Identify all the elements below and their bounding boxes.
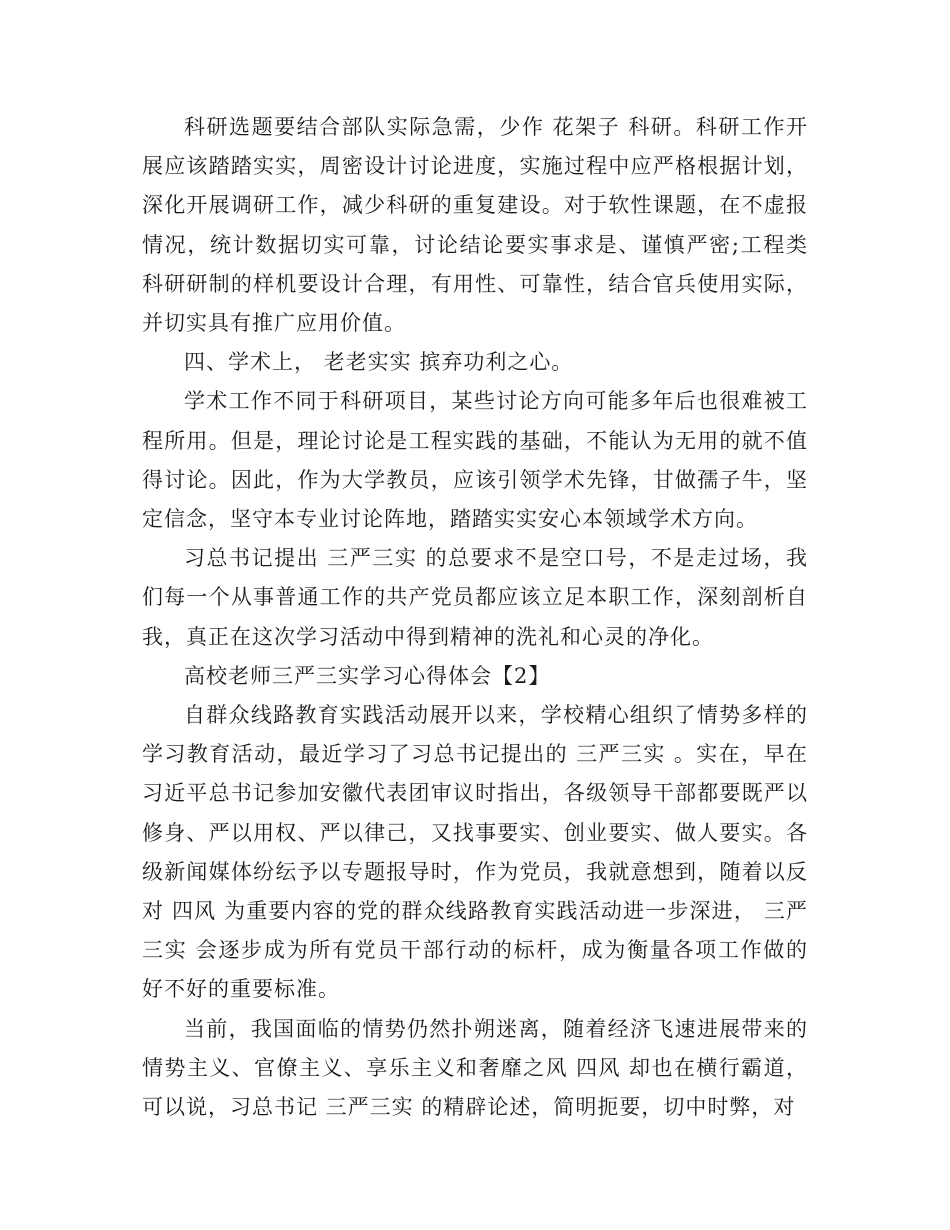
document-body xyxy=(142,108,808,1127)
paragraph-mass-line-campaign: 自群众线路教育实践活动展开以来，学校精心组织了情势多样的学习教育活动，最近学习了习总书记提出的 三严三实 。实在，早在习近平总书记参加安徽代表团审议时指出，各级领导干部都要既严以修身、严以用权、严以律己，又找事要实、创业要实、做人要实。各级新闻媒体纷纭予以专题报导时，作为党员，我就意想到，随着以反对 四风 为重要内容的党的群众线路教育实践活动进一步深进， 三严三实 会逐步成为所有党员干部行动的标杆，成为衡量各项工作做的好不好的重要标准。 xyxy=(142,703,808,1002)
section-heading-academic: 四、学术上， 老老实实 摈弃功利之心。 xyxy=(184,350,574,375)
paragraph-three-stricts-summary: 习总书记提出 三严三实 的总要求不是空口号，不是走过场，我们每一个从事普通工作的共产党员都应该立足本职工作，深刻剖析自我，真正在这次学习活动中得到精神的洗礼和心灵的净化。 xyxy=(142,546,808,649)
article-title-2: 高校老师三严三实学习心得体会【2】 xyxy=(184,663,551,688)
paragraph-research-topics: 科研选题要结合部队实际急需，少作 花架子 科研。科研工作开展应该踏踏实实，周密设计讨论进度，实施过程中应严格根据计划，深化开展调研工作，减少科研的重复建设。对于软性课题，在不虚报情况，统计数据切实可靠，讨论结论要实事求是、谨慎严密;工程类科研研制的样机要设计合理，有用性、可靠性，结合官兵使用实际，并切实具有推广应用价值。 xyxy=(142,115,808,336)
paragraph-current-situation: 当前，我国面临的情势仍然扑朔迷离，随着经济飞速进展带来的情势主义、官僚主义、享乐主义和奢靡之风 四风 却也在横行霸道，可以说，习总书记 三严三实 的精辟论述，简明扼要，切中时弊，对 xyxy=(142,1016,808,1120)
paragraph-academic-work: 学术工作不同于科研项目，某些讨论方向可能多年后也很难被工程所用。但是，理论讨论是工程实践的基础，不能认为无用的就不值得讨论。因此，作为大学教员，应该引领学术先锋，甘做孺子牛，坚定信念，坚守本专业讨论阵地，踏踏实实安心本领域学术方向。 xyxy=(142,389,808,532)
